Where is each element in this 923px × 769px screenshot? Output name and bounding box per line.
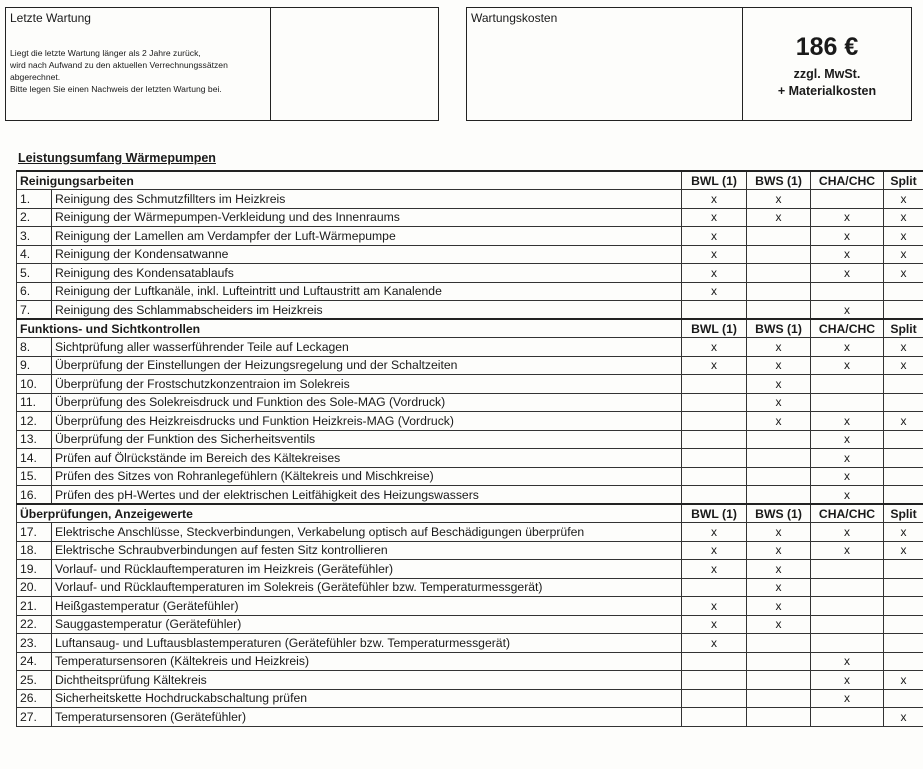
item-number: 26. [17, 689, 52, 708]
check-mark: x [884, 708, 923, 727]
check-cell [884, 282, 923, 301]
note-line: Bitte legen Sie einen Nachweis der letzten Wartung bei. [10, 84, 222, 94]
check-mark: x [811, 541, 884, 560]
item-text: Vorlauf- und Rücklauftemperaturen im Solekreis (Gerätefühler bzw. Temperaturmessgerät) [52, 578, 682, 597]
check-cell [682, 393, 747, 412]
item-number: 2. [17, 208, 52, 227]
check-cell [682, 449, 747, 468]
check-mark: x [747, 338, 811, 357]
item-number: 8. [17, 338, 52, 357]
check-mark: x [682, 190, 747, 209]
check-cell [811, 393, 884, 412]
column-header: BWS (1) [747, 319, 811, 338]
check-mark: x [811, 208, 884, 227]
service-row [17, 467, 923, 486]
check-mark: x [747, 412, 811, 431]
item-text: Dichtheitsprüfung Kältekreis [52, 671, 682, 690]
section-header-row [17, 504, 923, 523]
column-header: BWL (1) [682, 319, 747, 338]
check-mark: x [747, 208, 811, 227]
item-number: 4. [17, 245, 52, 264]
check-mark: x [682, 356, 747, 375]
item-text: Prüfen des Sitzes von Rohranlegefühlern (Kältekreis und Mischkreise) [52, 467, 682, 486]
column-header: BWL (1) [682, 171, 747, 190]
item-text: Reinigung der Luftkanäle, inkl. Lufteintritt und Luftaustritt am Kanalende [52, 282, 682, 301]
service-row [17, 227, 923, 246]
costs-material: + Materialkosten [777, 84, 877, 98]
item-number: 14. [17, 449, 52, 468]
check-mark: x [884, 523, 923, 542]
check-mark: x [747, 393, 811, 412]
check-cell [747, 227, 811, 246]
check-cell [682, 467, 747, 486]
service-row [17, 652, 923, 671]
item-number: 23. [17, 634, 52, 653]
check-mark: x [747, 578, 811, 597]
item-number: 5. [17, 264, 52, 283]
item-number: 13. [17, 430, 52, 449]
check-cell [747, 430, 811, 449]
item-number: 6. [17, 282, 52, 301]
check-cell [682, 301, 747, 320]
item-text: Überprüfung der Einstellungen der Heizungsregelung und der Schaltzeiten [52, 356, 682, 375]
check-cell [884, 486, 923, 505]
check-mark: x [682, 245, 747, 264]
item-text: Überprüfung der Frostschutzkonzentraion im Solekreis [52, 375, 682, 394]
column-header: CHA/CHC [811, 319, 884, 338]
check-cell [811, 708, 884, 727]
item-text: Reinigung des Schmutzfillters im Heizkreis [52, 190, 682, 209]
check-mark: x [811, 671, 884, 690]
check-mark: x [682, 560, 747, 579]
check-mark: x [747, 615, 811, 634]
item-text: Reinigung der Kondensatwanne [52, 245, 682, 264]
item-number: 15. [17, 467, 52, 486]
check-mark: x [682, 282, 747, 301]
item-number: 19. [17, 560, 52, 579]
check-cell [884, 634, 923, 653]
check-mark: x [811, 356, 884, 375]
check-cell [747, 652, 811, 671]
item-text: Vorlauf- und Rücklauftemperaturen im Heizkreis (Gerätefühler) [52, 560, 682, 579]
check-mark: x [884, 412, 923, 431]
item-text: Elektrische Schraubverbindungen auf festen Sitz kontrollieren [52, 541, 682, 560]
item-text: Sauggastemperatur (Gerätefühler) [52, 615, 682, 634]
column-header: BWS (1) [747, 504, 811, 523]
service-row [17, 708, 923, 727]
service-row [17, 190, 923, 209]
check-mark: x [811, 264, 884, 283]
check-cell [747, 282, 811, 301]
check-cell [884, 393, 923, 412]
check-cell [682, 671, 747, 690]
costs-vat: zzgl. MwSt. [793, 67, 861, 81]
costs-title: Wartungskosten [471, 11, 558, 25]
item-text: Elektrische Anschlüsse, Steckverbindungen, Verkabelung optisch auf Beschädigungen überprüfen [52, 523, 682, 542]
item-text: Überprüfung der Funktion des Sicherheitsventils [52, 430, 682, 449]
check-cell [884, 467, 923, 486]
check-cell [884, 430, 923, 449]
service-row [17, 615, 923, 634]
check-mark: x [884, 338, 923, 357]
check-cell [811, 615, 884, 634]
check-mark: x [811, 412, 884, 431]
section-header-row [17, 319, 923, 338]
service-row [17, 356, 923, 375]
check-cell [682, 708, 747, 727]
check-cell [682, 412, 747, 431]
check-mark: x [747, 560, 811, 579]
item-number: 21. [17, 597, 52, 616]
item-number: 9. [17, 356, 52, 375]
check-cell [682, 430, 747, 449]
check-mark: x [682, 615, 747, 634]
item-text: Reinigung des Kondensatablaufs [52, 264, 682, 283]
check-cell [811, 578, 884, 597]
note-line: abgerechnet. [10, 72, 61, 82]
check-cell [747, 467, 811, 486]
check-cell [811, 560, 884, 579]
item-text: Sicherheitskette Hochdruckabschaltung prüfen [52, 689, 682, 708]
column-header: CHA/CHC [811, 171, 884, 190]
last-maintenance-box [5, 7, 439, 121]
section-header-row [17, 171, 923, 190]
item-text: Sichtprüfung aller wasserführender Teile auf Leckagen [52, 338, 682, 357]
costs-value-cell [743, 8, 911, 120]
item-number: 3. [17, 227, 52, 246]
check-mark: x [811, 338, 884, 357]
item-number: 22. [17, 615, 52, 634]
check-mark: x [747, 190, 811, 209]
check-cell [747, 245, 811, 264]
check-mark: x [884, 245, 923, 264]
check-mark: x [682, 227, 747, 246]
service-row [17, 449, 923, 468]
column-header: Split [884, 504, 923, 523]
check-cell [682, 375, 747, 394]
last-maintenance-info [6, 8, 271, 120]
column-header: BWL (1) [682, 504, 747, 523]
check-cell [811, 190, 884, 209]
check-cell [884, 449, 923, 468]
item-number: 11. [17, 393, 52, 412]
check-mark: x [747, 541, 811, 560]
check-mark: x [884, 208, 923, 227]
check-mark: x [884, 227, 923, 246]
item-text: Temperatursensoren (Gerätefühler) [52, 708, 682, 727]
item-text: Temperatursensoren (Kältekreis und Heizkreis) [52, 652, 682, 671]
service-row [17, 245, 923, 264]
check-mark: x [682, 523, 747, 542]
service-row [17, 486, 923, 505]
check-cell [884, 560, 923, 579]
check-cell [811, 375, 884, 394]
section-title: Überprüfungen, Anzeigewerte [17, 504, 682, 523]
column-header: BWS (1) [747, 171, 811, 190]
item-text: Luftansaug- und Luftausblastemperaturen (Gerätefühler bzw. Temperaturmessgerät) [52, 634, 682, 653]
maintenance-costs-box [466, 7, 912, 121]
check-mark: x [811, 301, 884, 320]
item-number: 20. [17, 578, 52, 597]
costs-label-cell [467, 8, 743, 120]
check-mark: x [884, 356, 923, 375]
check-cell [884, 652, 923, 671]
last-maintenance-notes [10, 47, 228, 95]
services-table [16, 170, 923, 727]
section-title: Reinigungsarbeiten [17, 171, 682, 190]
check-cell [747, 689, 811, 708]
section-title: Funktions- und Sichtkontrollen [17, 319, 682, 338]
check-cell [682, 689, 747, 708]
check-mark: x [884, 541, 923, 560]
item-number: 17. [17, 523, 52, 542]
check-mark: x [811, 523, 884, 542]
check-cell [884, 375, 923, 394]
check-cell [682, 578, 747, 597]
check-cell [747, 708, 811, 727]
check-cell [884, 615, 923, 634]
costs-price: 186 € [795, 33, 859, 61]
check-cell [884, 301, 923, 320]
check-mark: x [682, 338, 747, 357]
service-row [17, 560, 923, 579]
service-row [17, 393, 923, 412]
check-cell [747, 449, 811, 468]
item-text: Reinigung der Lamellen am Verdampfer der Luft-Wärmepumpe [52, 227, 682, 246]
check-cell [682, 486, 747, 505]
service-row [17, 301, 923, 320]
check-cell [747, 301, 811, 320]
check-mark: x [811, 689, 884, 708]
service-row [17, 375, 923, 394]
note-line: Liegt die letzte Wartung länger als 2 Jahre zurück, [10, 48, 201, 58]
check-mark: x [811, 652, 884, 671]
check-cell [884, 689, 923, 708]
service-row [17, 634, 923, 653]
service-row [17, 412, 923, 431]
column-header: CHA/CHC [811, 504, 884, 523]
service-row [17, 597, 923, 616]
check-cell [747, 634, 811, 653]
item-text: Heißgastemperatur (Gerätefühler) [52, 597, 682, 616]
check-cell [682, 652, 747, 671]
services-heading: Leistungsumfang Wärmepumpen [18, 151, 216, 165]
item-text: Reinigung der Wärmepumpen-Verkleidung und des Innenraums [52, 208, 682, 227]
check-cell [811, 634, 884, 653]
item-number: 25. [17, 671, 52, 690]
check-cell [811, 597, 884, 616]
item-text: Überprüfung des Heizkreisdrucks und Funktion Heizkreis-MAG (Vordruck) [52, 412, 682, 431]
check-mark: x [682, 541, 747, 560]
column-header: Split [884, 319, 923, 338]
check-cell [884, 597, 923, 616]
last-maintenance-date-field[interactable] [271, 8, 438, 120]
check-cell [811, 282, 884, 301]
check-mark: x [811, 467, 884, 486]
item-number: 27. [17, 708, 52, 727]
service-row [17, 671, 923, 690]
check-mark: x [747, 597, 811, 616]
service-row [17, 282, 923, 301]
check-mark: x [747, 375, 811, 394]
check-mark: x [811, 486, 884, 505]
item-number: 18. [17, 541, 52, 560]
check-mark: x [811, 227, 884, 246]
service-row [17, 689, 923, 708]
item-text: Prüfen des pH-Wertes und der elektrischen Leitfähigkeit des Heizungswassers [52, 486, 682, 505]
item-text: Prüfen auf Ölrückstände im Bereich des Kältekreises [52, 449, 682, 468]
check-mark: x [811, 430, 884, 449]
check-mark: x [811, 449, 884, 468]
service-row [17, 208, 923, 227]
column-header: Split [884, 171, 923, 190]
item-number: 10. [17, 375, 52, 394]
item-text: Reinigung des Schlammabscheiders im Heizkreis [52, 301, 682, 320]
check-mark: x [682, 208, 747, 227]
last-maintenance-title: Letzte Wartung [10, 11, 91, 25]
check-mark: x [682, 634, 747, 653]
check-cell [747, 671, 811, 690]
item-number: 1. [17, 190, 52, 209]
check-cell [747, 486, 811, 505]
check-mark: x [884, 190, 923, 209]
check-cell [747, 264, 811, 283]
check-mark: x [747, 356, 811, 375]
check-mark: x [811, 245, 884, 264]
service-row [17, 264, 923, 283]
check-mark: x [884, 671, 923, 690]
item-number: 7. [17, 301, 52, 320]
service-row [17, 338, 923, 357]
check-mark: x [747, 523, 811, 542]
service-row [17, 578, 923, 597]
item-number: 12. [17, 412, 52, 431]
note-line: wird nach Aufwand zu den aktuellen Verrechnungssätzen [10, 60, 228, 70]
check-mark: x [682, 597, 747, 616]
check-mark: x [884, 264, 923, 283]
service-row [17, 523, 923, 542]
service-row [17, 430, 923, 449]
item-number: 24. [17, 652, 52, 671]
check-cell [884, 578, 923, 597]
item-number: 16. [17, 486, 52, 505]
service-row [17, 541, 923, 560]
item-text: Überprüfung des Solekreisdruck und Funktion des Sole-MAG (Vordruck) [52, 393, 682, 412]
check-mark: x [682, 264, 747, 283]
